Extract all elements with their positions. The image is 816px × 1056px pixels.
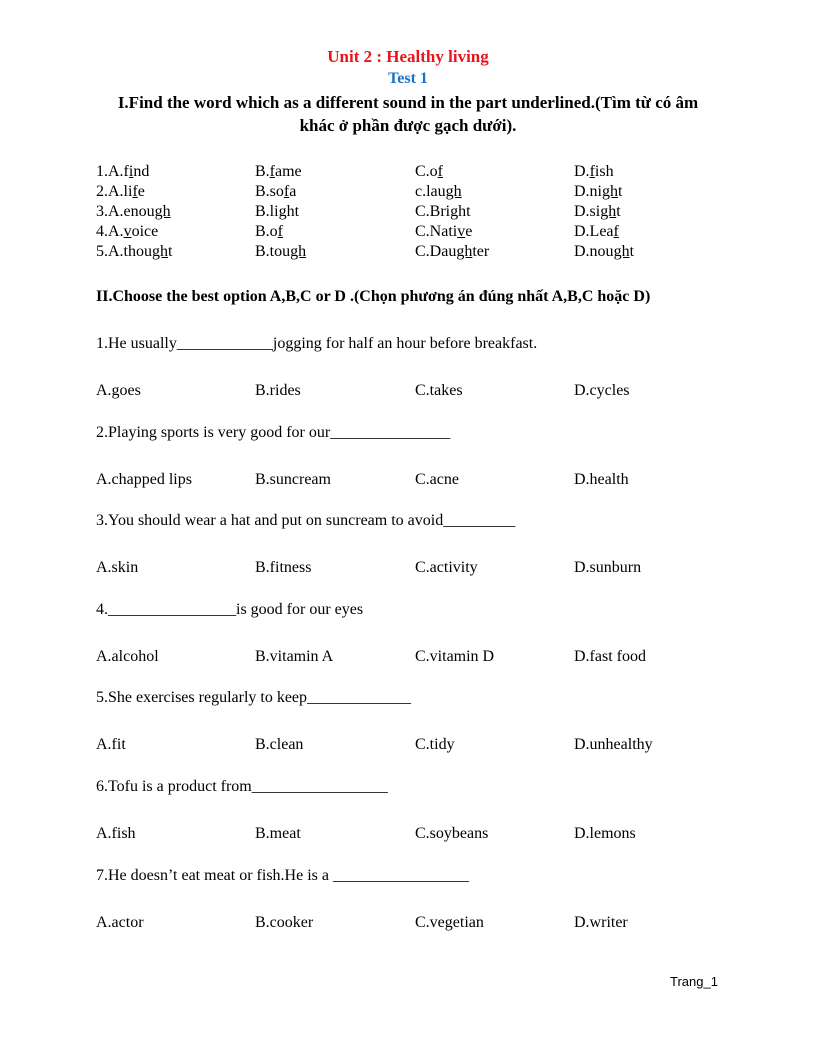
- answer-option[interactable]: C.tidy: [415, 736, 455, 753]
- answer-option[interactable]: C.soybeans: [415, 825, 489, 842]
- word-part: nd: [133, 163, 150, 180]
- pronunciation-option: [415, 162, 443, 182]
- question-text: 3.You should wear a hat and put on suncream to avoid_________: [96, 512, 516, 529]
- underlined-part: v: [457, 223, 466, 240]
- answer-option[interactable]: D.health: [574, 471, 629, 488]
- word-part: 3.A.enou: [96, 203, 155, 220]
- underlined-part: f: [437, 163, 443, 180]
- answer-option[interactable]: D.fast food: [574, 648, 646, 665]
- underlined-part: gh: [445, 183, 462, 200]
- underlined-part: f: [277, 223, 283, 240]
- word-part: t: [168, 243, 173, 260]
- answer-option[interactable]: C.activity: [415, 559, 478, 576]
- word-part: t: [618, 183, 623, 200]
- word-part: B.light: [255, 203, 300, 220]
- underlined-part: gh: [456, 243, 473, 260]
- answer-option[interactable]: A.chapped lips: [96, 471, 192, 488]
- underlined-part: f: [613, 223, 619, 240]
- answer-option[interactable]: C.vegetian: [415, 914, 484, 931]
- section1-title-continued: khác ở phần được gạch dưới).: [299, 116, 517, 135]
- answer-option[interactable]: B.cooker: [255, 914, 314, 931]
- section1-title: I.Find the word which as a different sound in the part underlined.(Tìm từ có âm: [117, 93, 699, 112]
- answer-option[interactable]: B.fitness: [255, 559, 312, 576]
- pronunciation-option: [574, 242, 634, 262]
- pronunciation-option: [415, 182, 462, 202]
- underlined-part: v: [123, 223, 132, 240]
- test-title: Test 1: [388, 70, 428, 87]
- underlined-part: gh: [154, 203, 171, 220]
- unit-title: Unit 2 : Healthy living: [327, 47, 489, 66]
- pronunciation-option: [574, 182, 622, 202]
- pronunciation-option: [96, 162, 149, 182]
- pronunciation-option: [415, 222, 472, 242]
- answer-option[interactable]: A.fit: [96, 736, 126, 753]
- answer-option[interactable]: D.unhealthy: [574, 736, 653, 753]
- underlined-part: f: [269, 163, 275, 180]
- answer-option[interactable]: D.writer: [574, 914, 628, 931]
- answer-option[interactable]: B.clean: [255, 736, 304, 753]
- answer-option[interactable]: B.rides: [255, 382, 301, 399]
- word-part: t: [629, 243, 635, 260]
- answer-option[interactable]: C.acne: [415, 471, 459, 488]
- word-part: B.o: [255, 223, 278, 240]
- answer-option[interactable]: A.goes: [96, 382, 141, 399]
- question-text: 4.________________is good for our eyes: [96, 601, 364, 618]
- answer-option[interactable]: C.vitamin D: [415, 648, 495, 665]
- pronunciation-option: [96, 242, 172, 262]
- word-part: B.so: [255, 183, 284, 200]
- answer-option[interactable]: A.actor: [96, 914, 144, 931]
- underlined-part: f: [132, 183, 138, 200]
- underlined-part: i: [128, 163, 134, 180]
- underlined-part: gh: [602, 183, 618, 200]
- pronunciation-option: [96, 182, 145, 202]
- word-part: ter: [472, 243, 490, 260]
- word-part: C.Nati: [415, 223, 458, 240]
- word-part: D.si: [574, 203, 601, 220]
- word-part: 2.A.li: [96, 183, 133, 200]
- pronunciation-option: [415, 242, 489, 262]
- pronunciation-option: [574, 162, 614, 182]
- word-part: e: [137, 183, 145, 200]
- underlined-part: gh: [600, 203, 617, 220]
- pronunciation-option: [96, 222, 158, 242]
- answer-option[interactable]: D.cycles: [574, 382, 630, 399]
- word-part: ish: [594, 163, 614, 180]
- word-part: C.o: [415, 163, 438, 180]
- word-part: oice: [131, 223, 159, 240]
- question-text: 2.Playing sports is very good for our_______________: [96, 424, 451, 441]
- word-part: D.: [574, 163, 590, 180]
- answer-option[interactable]: A.skin: [96, 559, 139, 576]
- answer-option[interactable]: D.sunburn: [574, 559, 642, 576]
- underlined-part: gh: [290, 243, 307, 260]
- answer-option[interactable]: B.suncream: [255, 471, 331, 488]
- answer-option[interactable]: D.lemons: [574, 825, 636, 842]
- section2-title: II.Choose the best option A,B,C or D .(Chọn phương án đúng nhất A,B,C hoặc D): [96, 288, 651, 305]
- word-part: D.nou: [574, 243, 614, 260]
- word-part: 1.A.f: [96, 163, 129, 180]
- pronunciation-option: [574, 202, 621, 222]
- word-part: 4.A.: [96, 223, 124, 240]
- answer-option[interactable]: C.takes: [415, 382, 463, 399]
- pronunciation-option: [255, 182, 296, 202]
- underlined-part: gh: [152, 243, 168, 260]
- question-text: 7.He doesn’t eat meat or fish.He is a _________________: [96, 867, 469, 884]
- word-part: D.ni: [574, 183, 602, 200]
- word-part: C.Bright: [415, 203, 471, 220]
- answer-option[interactable]: A.alcohol: [96, 648, 159, 665]
- word-part: a: [289, 183, 297, 200]
- word-part: c.lau: [415, 183, 446, 200]
- word-part: ame: [275, 163, 302, 180]
- question-text: 1.He usually____________jogging for half an hour before breakfast.: [96, 335, 538, 352]
- word-part: t: [616, 203, 621, 220]
- word-part: e: [465, 223, 473, 240]
- word-part: 5.A.thou: [96, 243, 152, 260]
- pronunciation-option: [415, 202, 471, 222]
- pronunciation-option: [574, 222, 619, 242]
- pronunciation-option: [255, 162, 302, 182]
- answer-option[interactable]: B.vitamin A: [255, 648, 334, 665]
- page-number: Trang_1: [670, 974, 718, 989]
- question-text: 6.Tofu is a product from_________________: [96, 778, 388, 795]
- pronunciation-option: [255, 242, 306, 262]
- pronunciation-option: [255, 202, 299, 222]
- answer-option[interactable]: B.meat: [255, 825, 301, 842]
- answer-option[interactable]: A.fish: [96, 825, 136, 842]
- word-part: D.Lea: [574, 223, 614, 240]
- underlined-part: gh: [613, 243, 630, 260]
- question-text: 5.She exercises regularly to keep_____________: [96, 689, 412, 706]
- word-part: B.tou: [255, 243, 291, 260]
- pronunciation-option: [255, 222, 283, 242]
- word-part: C.Dau: [415, 243, 457, 260]
- pronunciation-option: [96, 202, 171, 222]
- underlined-part: f: [589, 163, 595, 180]
- word-part: B.: [255, 163, 270, 180]
- underlined-part: f: [283, 183, 290, 200]
